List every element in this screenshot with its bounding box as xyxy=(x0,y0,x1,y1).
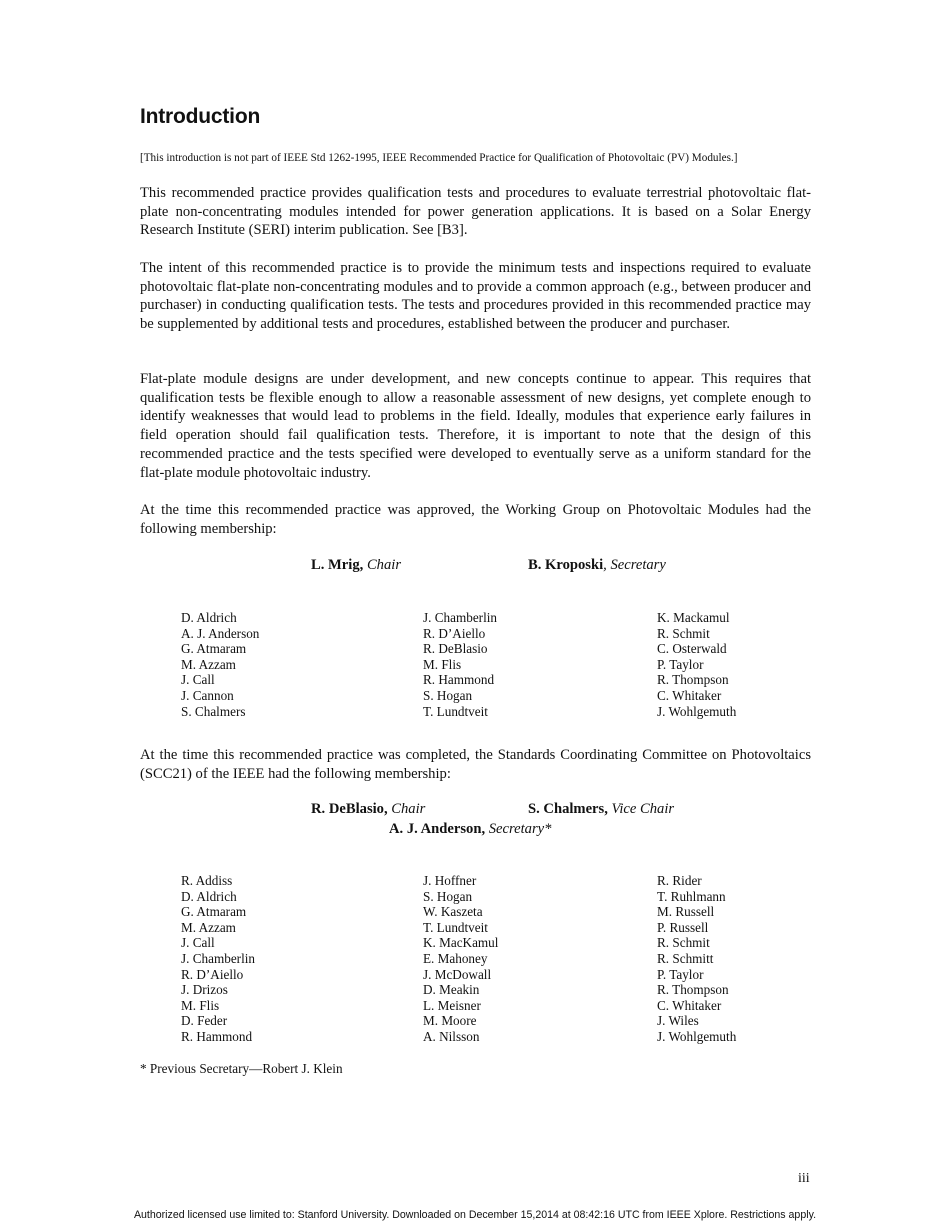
working-group-chair xyxy=(311,557,401,574)
designs-paragraph: Flat-plate module designs are under development, and new concepts continue to appear. This requires that qualification tests be flexible enough to allow a reasonable assessment of new designs, yet complete enough to identify weaknesses that would lead to problems in the field. Ideally, modules that experience early failures in field operation should fail qualification tests. Therefore, it is important to note that the design of this recommended practice and the tests specified were developed to eventually serve as a uniform standard for the flat-plate module photovoltaic industry. xyxy=(140,371,811,481)
member-name: J. Wohlgemuth xyxy=(657,1028,737,1044)
member-name: R. Schmit xyxy=(657,935,710,951)
member-name: T. Ruhlmann xyxy=(657,888,726,904)
officer-name: L. Mrig, xyxy=(311,557,364,573)
member-name: J. Cannon xyxy=(181,687,234,703)
member-name: T. Lundtveit xyxy=(423,703,488,719)
officer-role: Secretary* xyxy=(488,821,552,837)
member-name: J. Chamberlin xyxy=(181,950,255,966)
committee-secretary xyxy=(389,821,551,838)
member-name: M. Russell xyxy=(657,904,715,920)
member-name: R. Schmitt xyxy=(657,950,714,966)
member-name: C. Osterwald xyxy=(657,641,727,657)
member-name: E. Mahoney xyxy=(423,950,488,966)
committee-members-col-2 xyxy=(423,873,498,1045)
member-name: T. Lundtveit xyxy=(423,919,488,935)
member-name: J. Call xyxy=(181,672,215,688)
license-notice: Authorized licensed use limited to: Stanford University. Downloaded on December 15,2014 at 08:42:16 UTC from IEEE Xplore. Restrictions apply. xyxy=(133,1209,817,1221)
member-name: R. Hammond xyxy=(181,1028,253,1044)
working-group-members-col-3 xyxy=(657,610,736,719)
member-name: R. Addiss xyxy=(181,873,233,888)
working-group-members-col-1 xyxy=(181,610,259,719)
member-name: J. Call xyxy=(181,935,215,951)
member-name: D. Feder xyxy=(181,1013,228,1029)
member-name: R. Rider xyxy=(657,873,702,888)
committee-members-col-1 xyxy=(181,873,255,1045)
page-title: Introduction xyxy=(140,105,261,128)
member-name: C. Whitaker xyxy=(657,687,722,703)
member-name: R. Thompson xyxy=(657,982,729,998)
officer-role: Chair xyxy=(391,801,426,817)
page-number: iii xyxy=(798,1171,810,1186)
committee-paragraph: At the time this recommended practice was completed, the Standards Coordinating Committee on Photovoltaics (SCC21) of the IEEE had the following membership: xyxy=(140,747,811,782)
member-name: R. Schmit xyxy=(657,625,710,641)
committee-vice-chair xyxy=(528,801,674,818)
member-name: P. Russell xyxy=(657,919,709,935)
member-name: J. McDowall xyxy=(423,966,492,982)
member-name: P. Taylor xyxy=(657,656,704,672)
member-name: J. Wiles xyxy=(657,1013,699,1029)
working-group-paragraph: At the time this recommended practice was approved, the Working Group on Photovoltaic Modules had the following membership: xyxy=(140,502,811,537)
member-name: W. Kaszeta xyxy=(423,904,483,920)
member-name: D. Meakin xyxy=(423,982,480,998)
member-name: G. Atmaram xyxy=(181,641,247,657)
officer-role-separator: , Secretary xyxy=(603,557,666,573)
member-name: R. D’Aiello xyxy=(181,966,244,982)
member-name: M. Azzam xyxy=(181,919,236,935)
member-name: A. J. Anderson xyxy=(181,625,260,641)
member-name: J. Chamberlin xyxy=(423,610,497,625)
officer-role: Vice Chair xyxy=(611,801,675,817)
member-name: M. Moore xyxy=(423,1013,477,1029)
officer-name: R. DeBlasio, xyxy=(311,801,388,817)
member-name: M. Flis xyxy=(423,656,462,672)
intro-paragraph: This recommended practice provides qualification tests and procedures to evaluate terrestrial photovoltaic flat-plate non-concentrating modules intended for power generation applications. It is based on a Solar Energy Research Institute (SERI) interim publication. See [B3]. xyxy=(140,185,811,239)
committee-chair xyxy=(311,801,425,818)
member-name: P. Taylor xyxy=(657,966,704,982)
member-name: K. Mackamul xyxy=(657,610,730,625)
member-name: S. Chalmers xyxy=(181,703,246,719)
officer-name: A. J. Anderson, xyxy=(389,821,486,837)
working-group-members-col-2 xyxy=(423,610,497,719)
member-name: A. Nilsson xyxy=(423,1028,480,1044)
member-name: M. Flis xyxy=(181,997,220,1013)
member-name: J. Hoffner xyxy=(423,873,477,888)
member-name: R. DeBlasio xyxy=(423,641,488,657)
officer-role: Chair xyxy=(366,557,402,573)
member-name: J. Wohlgemuth xyxy=(657,703,737,719)
committee-members-col-3 xyxy=(657,873,736,1045)
member-name: K. MacKamul xyxy=(423,935,499,951)
member-name: D. Aldrich xyxy=(181,610,237,625)
footnote: * Previous Secretary—Robert J. Klein xyxy=(140,1061,343,1076)
member-name: D. Aldrich xyxy=(181,888,237,904)
officer-name: B. Kroposki xyxy=(528,557,604,573)
member-name: G. Atmaram xyxy=(181,904,247,920)
member-name: S. Hogan xyxy=(423,687,473,703)
member-name: R. D’Aiello xyxy=(423,625,486,641)
working-group-secretary xyxy=(528,557,666,574)
intent-paragraph: The intent of this recommended practice is to provide the minimum tests and inspections required to evaluate photovoltaic flat-plate non-concentrating modules and to provide a common approach (e.g., between producer and purchaser) in conducting qualification tests. The tests and procedures provided in this recommended practice may be supplemented by additional tests and procedures, established between the producer and purchaser. xyxy=(140,260,811,333)
member-name: J. Drizos xyxy=(181,982,228,998)
member-name: R. Hammond xyxy=(423,672,495,688)
editorial-note: [This introduction is not part of IEEE Std 1262-1995, IEEE Recommended Practice for Qualification of Photovoltaic (PV) Modules.] xyxy=(140,152,738,164)
member-name: R. Thompson xyxy=(657,672,729,688)
member-name: S. Hogan xyxy=(423,888,473,904)
member-name: L. Meisner xyxy=(423,997,481,1013)
member-name: C. Whitaker xyxy=(657,997,722,1013)
member-name: M. Azzam xyxy=(181,656,236,672)
officer-name: S. Chalmers, xyxy=(528,801,608,817)
